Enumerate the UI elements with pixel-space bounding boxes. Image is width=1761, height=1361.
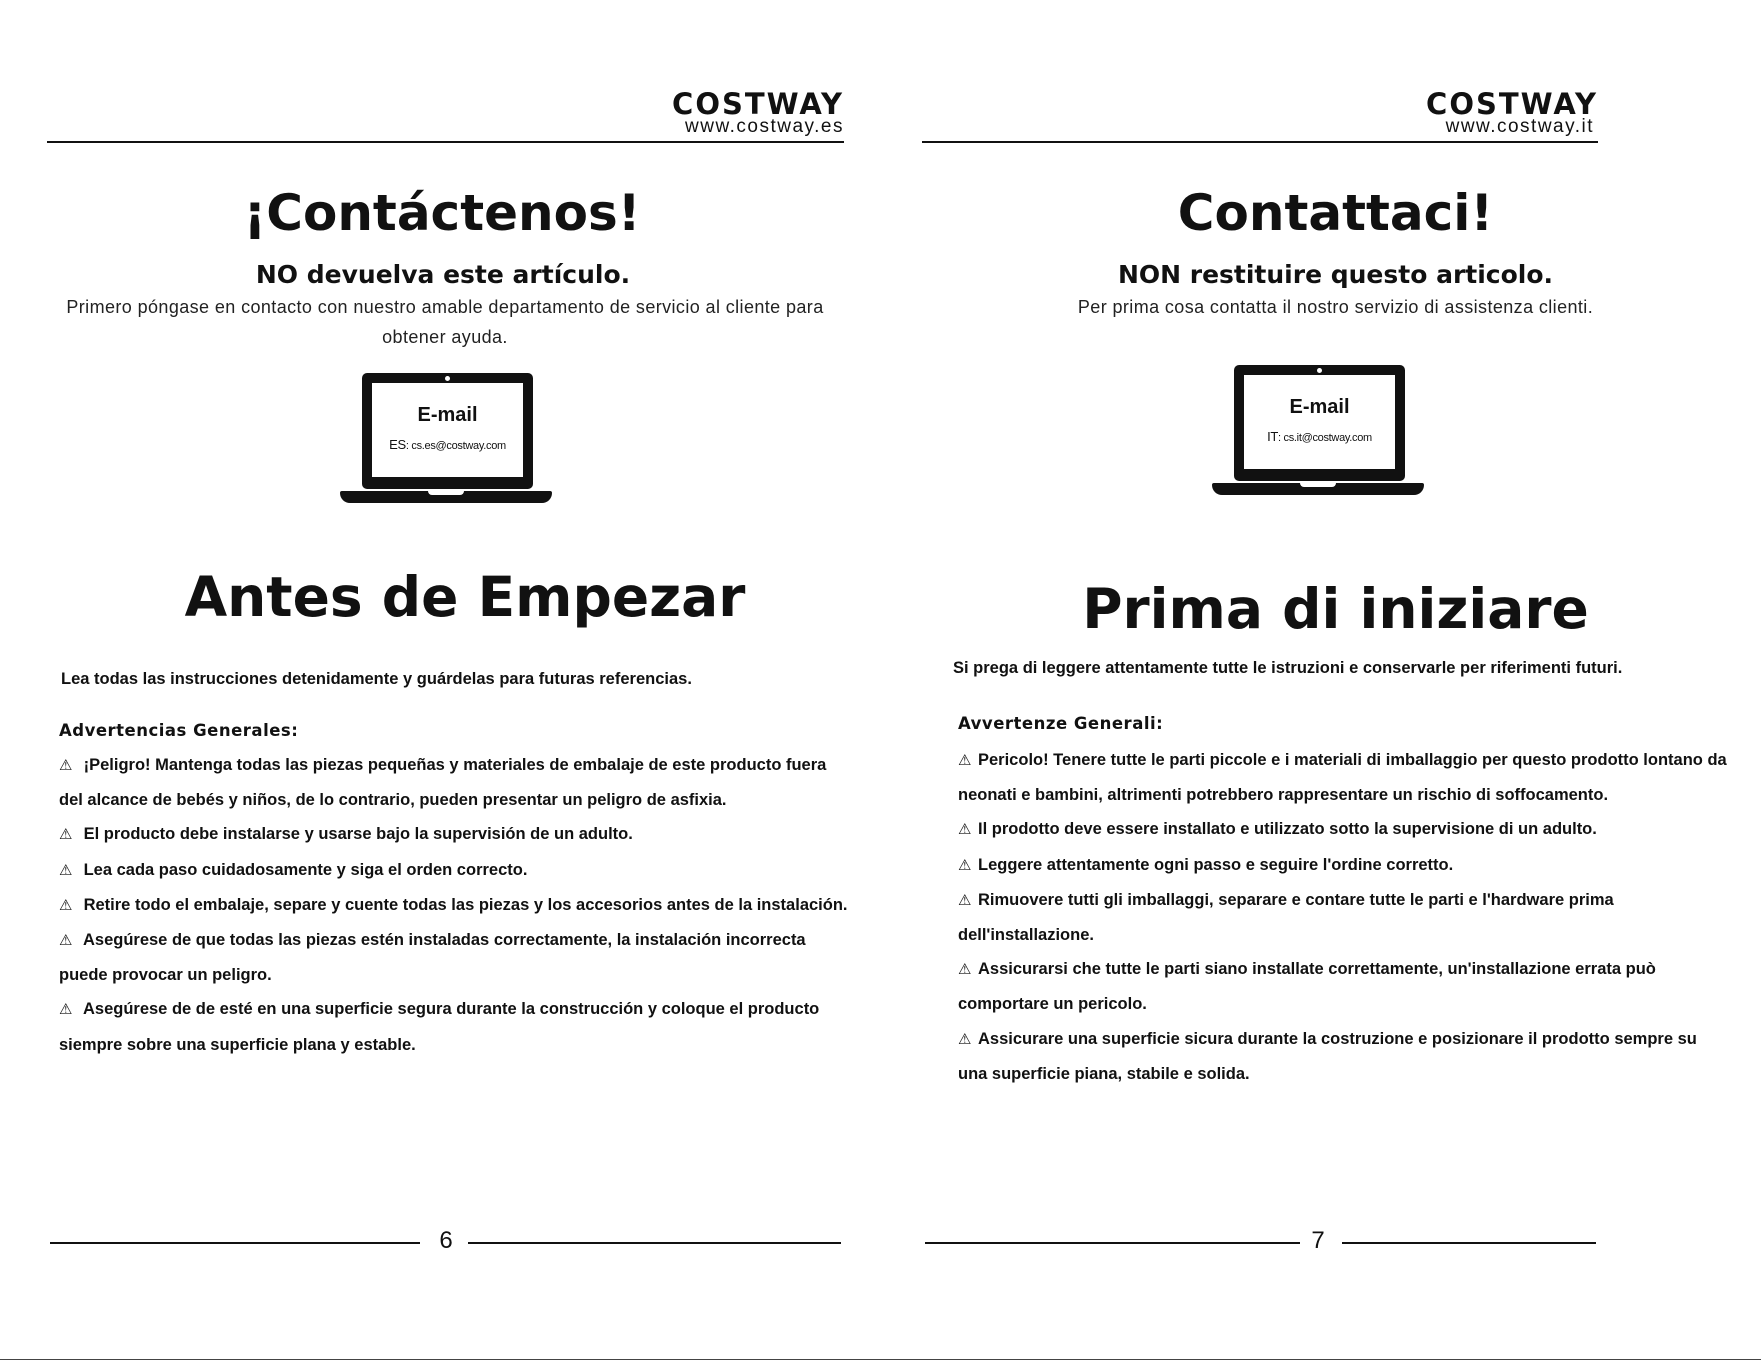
laptop-base [340,491,552,503]
warning-item [59,992,849,1061]
warning-item [59,853,849,888]
footer-rule-left [925,1242,1300,1244]
warning-text: Asegúrese de que todas las piezas estén instaladas correctamente, la instalación incorrecta puede provocar un peligro. [59,931,806,985]
warnings-heading: Avvertenze Generali: [958,714,1164,733]
warning-item [958,952,1728,1021]
warning-icon: ⚠ [958,821,972,839]
email-address-line [1244,430,1395,444]
laptop-screen [1234,365,1405,481]
contact-title: ¡Contáctenos! [243,184,641,242]
warning-text: El producto debe instalarse y usarse bajo la supervisión de un adulto. [83,825,633,844]
warning-icon: ⚠ [958,891,972,909]
warning-item [59,817,849,852]
footer-rule-right [468,1242,841,1244]
warning-icon: ⚠ [958,961,972,979]
footer-rule-left [50,1242,420,1244]
footer-rule-right [1342,1242,1596,1244]
warning-icon: ⚠ [59,861,73,879]
warnings-list [958,743,1728,1091]
warning-text: Rimuovere tutti gli imballaggi, separare e contare tutte le parti e l'hardware prima dell'installazione. [958,890,1614,945]
laptop-icon [340,373,552,505]
intro-text: Lea todas las instrucciones detenidamente y guárdelas para futuras referencias. [61,670,692,688]
warning-icon: ⚠ [59,826,73,844]
email-address: cs.it@costway.com [1283,432,1372,444]
header-rule [922,141,1598,143]
warning-icon: ⚠ [59,896,73,914]
laptop-base [1212,483,1424,495]
manual-page-right [880,0,1761,1361]
warning-text: Assicurarsi che tutte le parti siano installate correttamente, un'installazione errata può comportare un pericolo. [958,960,1656,1014]
warning-icon: ⚠ [59,932,73,950]
contact-subtitle: NON restituire questo articolo. [1117,260,1554,289]
warning-item [59,748,849,817]
warning-text: Leggere attentamente ogni passo e seguire l'ordine corretto. [978,855,1454,874]
contact-subtitle: NO devuelva este artículo. [255,260,631,289]
email-separator: : [1278,432,1284,444]
warning-text: ¡Peligro! Mantenga todas las piezas pequeñas y materiales de embalaje de este producto fuera del alcance de bebés y niños, de lo contrario, pueden presentar un peligro de asfixia. [59,756,827,810]
warning-item [958,812,1728,847]
page-number: 7 [1311,1227,1325,1254]
email-address: cs.es@costway.com [411,440,506,452]
contact-title: Contattaci! [1177,184,1494,242]
brand-logo: COSTWAY [1426,87,1598,121]
warning-text: Retire todo el embalaje, separe y cuente todas las piezas y los accesorios antes de la instalación. [83,895,848,914]
warning-icon: ⚠ [958,752,972,769]
page-number: 6 [439,1227,453,1254]
warning-text: Lea cada paso cuidadosamente y siga el orden correcto. [83,860,528,879]
warnings-list [59,748,849,1062]
website-url: www.costway.it [1445,116,1594,137]
header-rule [47,141,844,143]
warning-text: Il prodotto deve essere installato e utilizzato sotto la supervisione di un adulto. [978,820,1597,839]
webcam-dot [1317,368,1322,373]
warning-icon: ⚠ [958,1030,972,1048]
warning-text: Assicurare una superficie sicura durante la costruzione e posizionare il prodotto sempre su una superficie piana, stabile e solida. [958,1029,1697,1083]
brand-logo: COSTWAY [672,87,844,121]
webcam-dot [445,376,450,381]
laptop-icon [1212,365,1424,497]
warning-item [59,888,849,923]
before-title: Prima di iniziare [1082,577,1589,641]
warning-item [958,1022,1728,1091]
warning-icon: ⚠ [59,1001,73,1019]
warning-text: Pericolo! Tenere tutte le parti piccole e i materiali di imballaggio per questo prodotto lontano da neonati e bambini, altrimenti potrebbero rappresentare un rischio di soffocamento. [958,751,1727,805]
email-country-code: ES [389,437,406,452]
warning-icon: ⚠ [958,856,972,874]
warning-icon: ⚠ [59,757,73,774]
warning-text: Asegúrese de de esté en una superficie segura durante la construcción y coloque el producto siempre sobre una superficie plana y estable. [59,1000,820,1054]
email-country-code: IT [1267,429,1279,444]
warnings-heading: Advertencias Generales: [59,721,299,740]
manual-page-left [0,0,880,1361]
laptop-screen [362,373,533,489]
before-title: Antes de Empezar [184,565,746,629]
scan-edge-line [0,1359,1761,1360]
warning-item [958,883,1728,952]
email-label: E-mail [417,404,478,426]
contact-text: Primero póngase en contacto con nuestro amable departamento de servicio al cliente para obtener ayuda. [66,297,824,347]
email-label: E-mail [1289,396,1350,418]
contact-text: Per prima cosa contatta il nostro servizio di assistenza clienti. [1077,297,1594,317]
warning-item [59,923,849,992]
intro-text: Si prega di leggere attentamente tutte le istruzioni e conservarle per riferimenti futuri. [953,659,1623,677]
email-address-line [372,438,523,452]
email-separator: : [405,440,412,452]
website-url: www.costway.es [685,116,844,137]
warning-item [958,743,1728,812]
warning-item [958,848,1728,883]
